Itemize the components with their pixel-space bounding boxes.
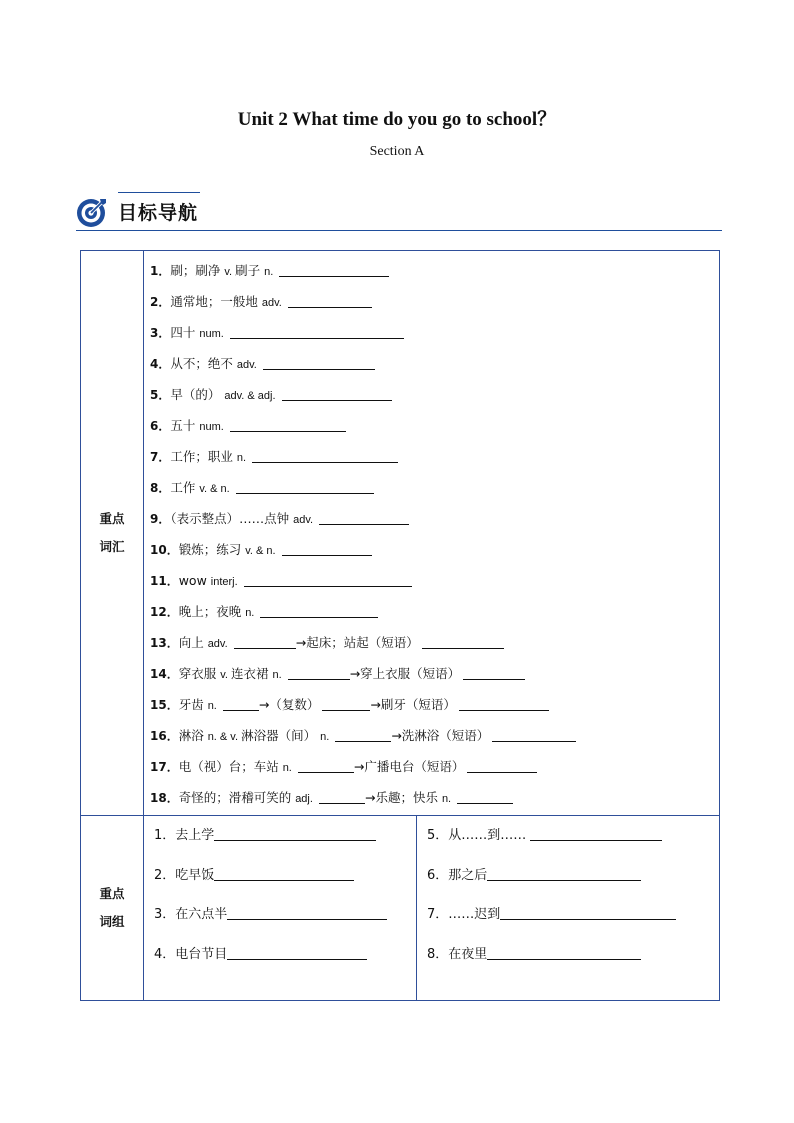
vocab-item bbox=[150, 503, 719, 534]
vocab-item-pos: n. bbox=[272, 669, 285, 681]
vocab-item-pos: n. bbox=[320, 731, 333, 743]
phrase-item bbox=[427, 820, 719, 860]
vocab-item-text: 四十 bbox=[170, 325, 200, 340]
section-header-topline bbox=[118, 192, 200, 193]
vocab-list-cell bbox=[144, 251, 720, 816]
answer-blank[interactable] bbox=[288, 667, 350, 680]
answer-blank[interactable] bbox=[227, 907, 387, 920]
answer-blank[interactable] bbox=[319, 512, 409, 525]
vocab-item-text: 五十 bbox=[170, 418, 200, 433]
vocab-item-pos: adv. bbox=[207, 638, 231, 650]
vocab-item-text: 早（的） bbox=[170, 387, 225, 402]
answer-blank[interactable] bbox=[244, 574, 412, 587]
answer-blank[interactable] bbox=[279, 264, 389, 277]
phrase-list-cell bbox=[144, 816, 720, 1001]
section-divider bbox=[76, 230, 722, 231]
phrase-category-line2: 词组 bbox=[99, 914, 125, 929]
vocab-item-text: →起床；站起（短语） bbox=[295, 635, 419, 650]
vocab-category-line2: 词汇 bbox=[99, 539, 125, 554]
vocab-item-number: 18． bbox=[150, 791, 179, 805]
answer-blank[interactable] bbox=[234, 636, 296, 649]
answer-blank[interactable] bbox=[487, 947, 641, 960]
vocab-item-pos: adv. bbox=[293, 514, 317, 526]
vocab-item bbox=[150, 255, 719, 286]
answer-blank[interactable] bbox=[457, 791, 513, 804]
vocab-item-number: 10． bbox=[150, 543, 179, 557]
phrase-item bbox=[154, 899, 416, 939]
vocab-item-pos: n. bbox=[207, 700, 220, 712]
vocab-item-pos: n. & v. bbox=[207, 731, 242, 743]
vocab-item-text: 工作；职业 bbox=[170, 449, 237, 464]
vocab-item-pos: adj. bbox=[295, 793, 316, 805]
vocab-item-pos: interj. bbox=[210, 576, 241, 588]
answer-blank[interactable] bbox=[530, 828, 662, 841]
phrase-item-text: 去上学 bbox=[175, 828, 215, 843]
vocab-item-text: 奇怪的；滑稽可笑的 bbox=[178, 790, 296, 805]
vocab-item-pos: num. bbox=[199, 328, 227, 340]
phrase-item-number: 3． bbox=[154, 907, 176, 922]
vocab-item bbox=[150, 658, 719, 689]
vocab-item-pos: num. bbox=[199, 421, 227, 433]
vocab-item-pos: adv. bbox=[261, 297, 285, 309]
vocab-item-number: 8． bbox=[150, 481, 171, 495]
vocab-item bbox=[150, 317, 719, 348]
vocab-item-number: 4． bbox=[150, 357, 171, 371]
vocab-item-text: →洗淋浴（短语） bbox=[391, 728, 490, 743]
vocab-item-number: 9． bbox=[150, 512, 171, 526]
answer-blank[interactable] bbox=[322, 698, 370, 711]
phrase-item-number: 1． bbox=[154, 828, 176, 843]
vocab-item-pos: n. bbox=[264, 266, 277, 278]
answer-blank[interactable] bbox=[236, 481, 374, 494]
phrase-item-number: 8． bbox=[427, 946, 449, 962]
vocab-item bbox=[150, 720, 719, 751]
vocab-item-pos: n. bbox=[441, 793, 455, 805]
phrase-item-text: 那之后 bbox=[448, 867, 488, 883]
vocab-item-number: 15． bbox=[150, 698, 179, 712]
vocab-item-text: →（复数） bbox=[258, 697, 320, 712]
vocab-item bbox=[150, 627, 719, 658]
vocab-item bbox=[150, 565, 719, 596]
vocab-item bbox=[150, 348, 719, 379]
vocab-item-number: 5． bbox=[150, 388, 171, 402]
vocab-item-pos: n. bbox=[282, 762, 295, 774]
vocab-item-text: 连衣裙 bbox=[230, 666, 273, 681]
vocab-item-text: 晚上；夜晚 bbox=[178, 604, 246, 619]
answer-blank[interactable] bbox=[467, 760, 537, 773]
vocab-item-pos: adv. & adj. bbox=[224, 390, 279, 402]
vocab-list bbox=[144, 251, 719, 815]
vocab-item-number: 13． bbox=[150, 636, 179, 650]
phrase-item-number: 6． bbox=[427, 867, 449, 883]
vocab-item-number: 14． bbox=[150, 667, 179, 681]
phrase-category-cell bbox=[81, 816, 144, 1001]
vocab-item-pos: v. bbox=[220, 669, 231, 681]
vocab-item-text: 从不；绝不 bbox=[170, 356, 237, 371]
vocab-item-text: 电（视）台；车站 bbox=[178, 759, 283, 774]
vocab-item bbox=[150, 534, 719, 565]
vocab-item-text: 穿衣服 bbox=[178, 666, 221, 681]
vocab-item-text: 锻炼；练习 bbox=[178, 542, 246, 557]
phrase-item-number: 2． bbox=[154, 867, 176, 883]
vocab-item-text: 刷子 bbox=[235, 263, 265, 278]
phrase-item-text: 电台节目 bbox=[175, 946, 228, 962]
answer-blank[interactable] bbox=[288, 295, 372, 308]
answer-blank[interactable] bbox=[459, 698, 549, 711]
vocab-item bbox=[150, 596, 719, 627]
answer-blank[interactable] bbox=[214, 828, 376, 841]
vocab-item-text: 通常地；一般地 bbox=[170, 294, 262, 309]
phrase-item bbox=[154, 939, 416, 979]
vocab-item-text: 牙齿 bbox=[178, 697, 208, 712]
phrase-column-right bbox=[417, 816, 719, 1000]
vocab-item-text: 工作 bbox=[170, 480, 200, 495]
vocab-item-pos: v. & n. bbox=[199, 483, 233, 495]
answer-blank[interactable] bbox=[214, 868, 354, 881]
answer-blank[interactable] bbox=[227, 947, 367, 960]
phrase-item-number: 5． bbox=[427, 828, 449, 843]
answer-blank[interactable] bbox=[260, 605, 378, 618]
vocabulary-table bbox=[80, 250, 720, 1001]
vocab-item-text: →穿上衣服（短语） bbox=[349, 666, 461, 681]
vocab-row-group bbox=[81, 251, 720, 816]
section-title: 目标导航 bbox=[118, 202, 199, 224]
answer-blank[interactable] bbox=[319, 791, 365, 804]
vocab-item-text: 淋浴器（间） bbox=[241, 728, 321, 743]
vocab-item-number: 7． bbox=[150, 450, 171, 464]
vocab-item-text: →刷牙（短语） bbox=[370, 697, 456, 712]
document-title: Unit 2 What time do you go to school？ bbox=[237, 109, 557, 130]
phrase-column-left bbox=[144, 816, 417, 1000]
vocab-item-text: →广播电台（短语） bbox=[353, 759, 465, 774]
vocab-category-line1: 重点 bbox=[99, 511, 125, 526]
vocab-item bbox=[150, 782, 719, 813]
vocab-item-text: wow bbox=[178, 573, 211, 588]
phrase-item bbox=[154, 820, 416, 860]
answer-blank[interactable] bbox=[230, 326, 404, 339]
phrase-item-text: ……迟到 bbox=[448, 907, 501, 922]
phrase-item-text: 在夜里 bbox=[448, 946, 488, 962]
answer-blank[interactable] bbox=[282, 388, 392, 401]
vocab-item-pos: v. bbox=[224, 266, 236, 278]
vocab-item-text: 刷；刷净 bbox=[170, 263, 225, 278]
phrase-item bbox=[427, 939, 719, 979]
vocab-item bbox=[150, 379, 719, 410]
answer-blank[interactable] bbox=[223, 698, 259, 711]
answer-blank[interactable] bbox=[298, 760, 354, 773]
answer-blank[interactable] bbox=[252, 450, 398, 463]
vocab-item-number: 16． bbox=[150, 729, 179, 743]
vocab-item-number: 2． bbox=[150, 295, 171, 309]
vocab-item bbox=[150, 751, 719, 782]
phrase-item-text: 在六点半 bbox=[175, 907, 228, 922]
vocab-item-number: 17． bbox=[150, 760, 179, 774]
phrase-item bbox=[427, 860, 719, 900]
document-subtitle: Section A bbox=[369, 144, 425, 159]
vocab-item-text: 向上 bbox=[178, 635, 208, 650]
phrase-category-line1: 重点 bbox=[99, 886, 125, 901]
answer-blank[interactable] bbox=[335, 729, 391, 742]
vocab-item-text: →乐趣；快乐 bbox=[364, 790, 442, 805]
vocab-item bbox=[150, 286, 719, 317]
vocab-item-number: 11． bbox=[150, 574, 179, 588]
vocab-item-pos: n. bbox=[236, 452, 250, 464]
answer-blank[interactable] bbox=[230, 419, 346, 432]
vocab-item-number: 6． bbox=[150, 419, 171, 433]
vocab-item bbox=[150, 689, 719, 720]
section-header bbox=[76, 192, 722, 234]
answer-blank[interactable] bbox=[282, 543, 372, 556]
vocab-item-text: 淋浴 bbox=[178, 728, 208, 743]
phrase-item-text: 从……到…… bbox=[448, 828, 531, 843]
phrase-item-number: 4． bbox=[154, 946, 176, 962]
vocab-item-text: （表示整点）……点钟 bbox=[170, 511, 294, 526]
answer-blank[interactable] bbox=[463, 667, 525, 680]
answer-blank[interactable] bbox=[492, 729, 576, 742]
vocab-item bbox=[150, 410, 719, 441]
vocab-item bbox=[150, 472, 719, 503]
vocab-item-pos: adv. bbox=[236, 359, 260, 371]
vocab-item bbox=[150, 441, 719, 472]
vocab-item-number: 3． bbox=[150, 326, 171, 340]
phrase-row-group bbox=[81, 816, 720, 1001]
answer-blank[interactable] bbox=[500, 907, 676, 920]
phrase-item bbox=[154, 860, 416, 900]
phrase-item-number: 7． bbox=[427, 907, 449, 922]
phrase-item-text: 吃早饭 bbox=[175, 867, 215, 883]
answer-blank[interactable] bbox=[263, 357, 375, 370]
vocab-item-number: 1． bbox=[150, 264, 171, 278]
vocab-item-pos: v. & n. bbox=[245, 545, 279, 557]
vocab-item-pos: n. bbox=[245, 607, 258, 619]
answer-blank[interactable] bbox=[422, 636, 504, 649]
phrase-item bbox=[427, 899, 719, 939]
target-icon bbox=[76, 196, 108, 228]
answer-blank[interactable] bbox=[487, 868, 641, 881]
vocab-item-number: 12． bbox=[150, 605, 179, 619]
vocab-category-cell bbox=[81, 251, 144, 816]
